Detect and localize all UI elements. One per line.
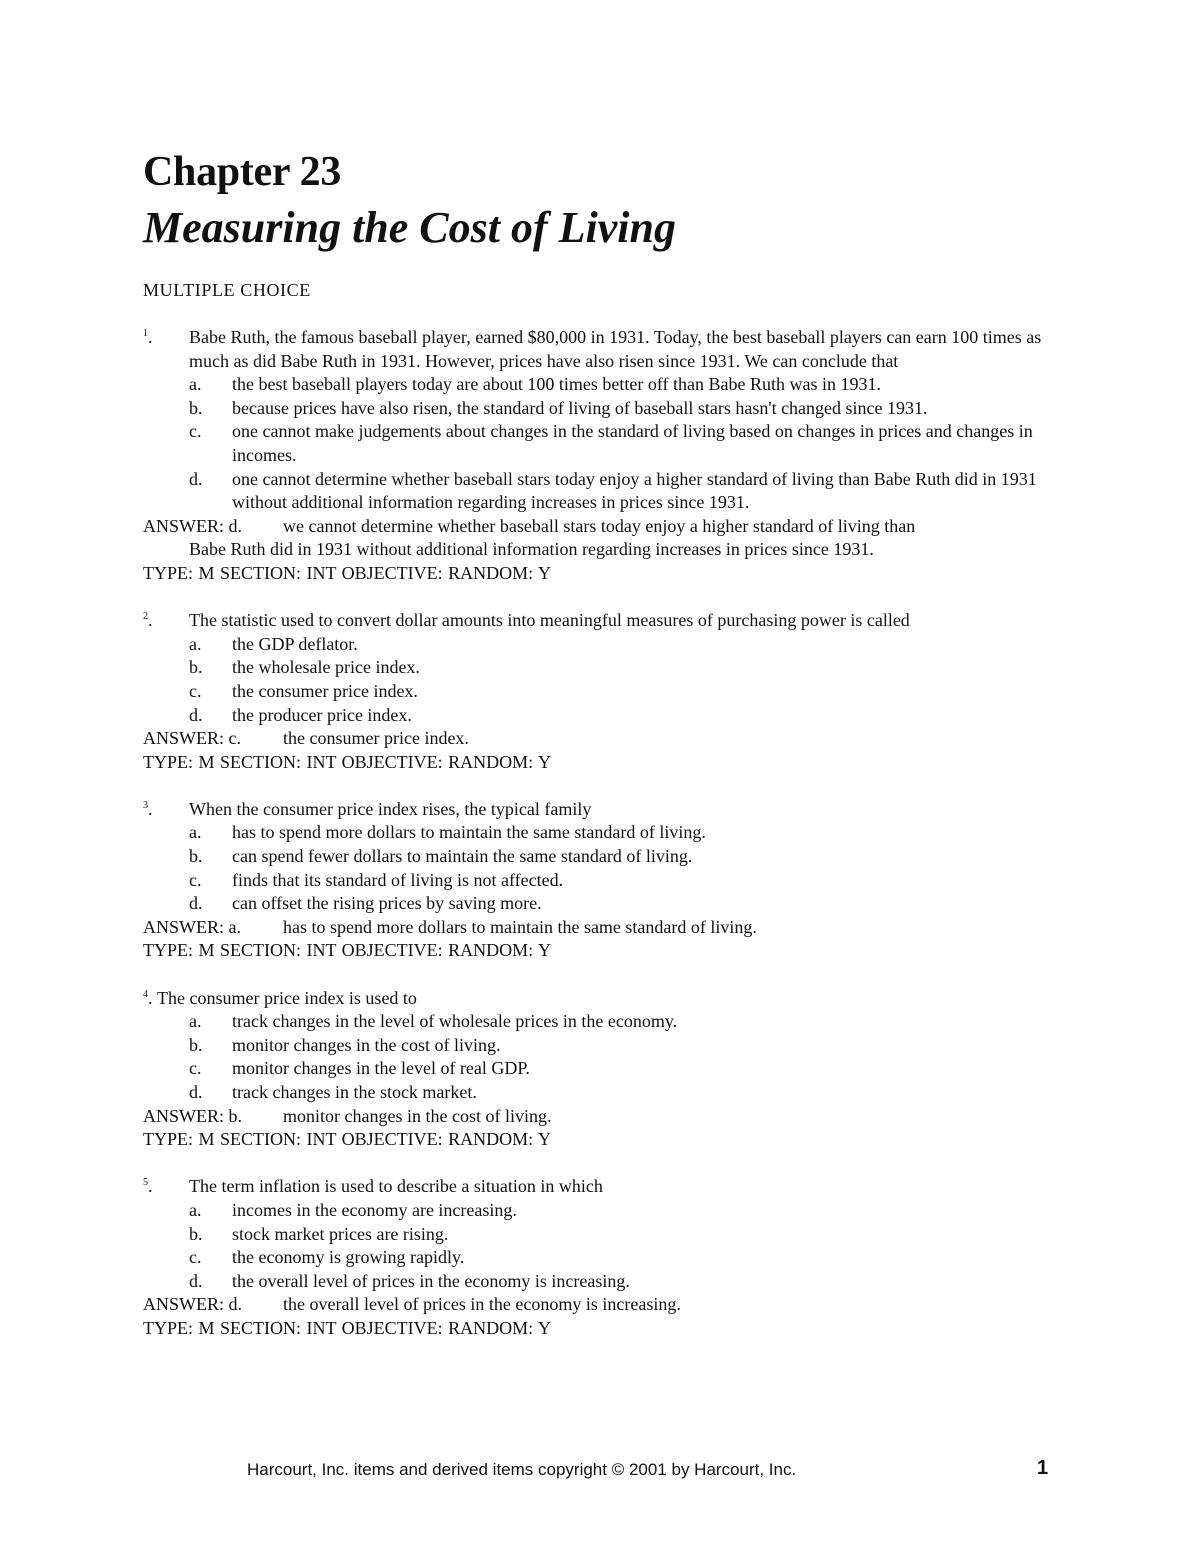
answer-line bbox=[143, 515, 1063, 562]
answer-line bbox=[143, 916, 1063, 940]
question-stem: When the consumer price index rises, the typical family bbox=[189, 798, 592, 819]
question-number: $^2$. bbox=[143, 610, 153, 631]
answer-label: ANSWER: c. bbox=[143, 728, 241, 749]
option-d: d. can offset the rising prices by saving more. bbox=[189, 893, 542, 914]
option-b: b. can spend fewer dollars to maintain the same standard of living. bbox=[189, 846, 693, 867]
question-stem: The statistic used to convert dollar amounts into meaningful measures of purchasing power is called bbox=[189, 610, 910, 631]
answer-label: ANSWER: b. bbox=[143, 1105, 242, 1126]
question-3 bbox=[143, 798, 1063, 963]
question-number: $^3$. bbox=[143, 798, 153, 819]
page-number: 1 bbox=[1037, 1457, 1049, 1479]
question-number: $^4$. bbox=[143, 987, 157, 1008]
answer-text: we cannot determine whether baseball stars today enjoy a higher standard of living than bbox=[283, 515, 916, 536]
option-a: a. incomes in the economy are increasing. bbox=[189, 1199, 517, 1220]
question-stem: Babe Ruth, the famous baseball player, earned $80,000 in 1931. Today, the best baseball players can earn 100 times as much as did Babe Ruth in 1931. However, prices have also risen since 1931. We can conclude that bbox=[189, 327, 1042, 371]
question-meta: TYPE: M SECTION: INT OBJECTIVE: RANDOM: Y bbox=[143, 1317, 552, 1338]
question-number: $^5$. bbox=[143, 1176, 153, 1197]
option-d: d. the producer price index. bbox=[189, 704, 412, 725]
question-meta: TYPE: M SECTION: INT OBJECTIVE: RANDOM: Y bbox=[143, 562, 552, 583]
question-list bbox=[143, 326, 1063, 1364]
chapter-title: Measuring the Cost of Living bbox=[143, 203, 676, 252]
section-heading: MULTIPLE CHOICE bbox=[143, 280, 311, 300]
question-meta: TYPE: M SECTION: INT OBJECTIVE: RANDOM: Y bbox=[143, 751, 552, 772]
option-d: d. track changes in the stock market. bbox=[189, 1082, 477, 1102]
option-a: a. has to spend more dollars to maintain the same standard of living. bbox=[189, 822, 706, 843]
answer-text-continued: Babe Ruth did in 1931 without additional information regarding increases in prices since 1931. bbox=[189, 539, 874, 560]
question-meta: TYPE: M SECTION: INT OBJECTIVE: RANDOM: Y bbox=[143, 1129, 552, 1150]
answer-label: ANSWER: d. bbox=[143, 1294, 242, 1315]
question-number: $^1$. bbox=[143, 327, 153, 347]
question-4 bbox=[143, 987, 1063, 1152]
question-stem: The consumer price index is used to bbox=[157, 987, 417, 1008]
answer-text: has to spend more dollars to maintain the same standard of living. bbox=[283, 916, 757, 937]
answer-text: the overall level of prices in the economy is increasing. bbox=[283, 1294, 681, 1315]
option-c: c. finds that its standard of living is not affected. bbox=[189, 869, 564, 890]
answer-line bbox=[143, 1293, 1063, 1317]
option-b: b. stock market prices are rising. bbox=[189, 1223, 449, 1244]
answer-text: the consumer price index. bbox=[283, 728, 469, 749]
answer-line bbox=[143, 727, 1063, 751]
answer-label: ANSWER: a. bbox=[143, 916, 241, 937]
option-c: c. the economy is growing rapidly. bbox=[189, 1247, 465, 1268]
question-2 bbox=[143, 609, 1063, 774]
question-5 bbox=[143, 1175, 1063, 1340]
answer-line bbox=[143, 1105, 1063, 1129]
chapter-heading: Chapter 23 bbox=[143, 149, 342, 195]
option-a: a. the GDP deflator. bbox=[189, 633, 358, 654]
question-meta: TYPE: M SECTION: INT OBJECTIVE: RANDOM: Y bbox=[143, 940, 552, 961]
question-1 bbox=[143, 326, 1063, 586]
option-d: d. the overall level of prices in the economy is increasing. bbox=[189, 1270, 630, 1291]
answer-label: ANSWER: d. bbox=[143, 515, 242, 536]
option-c: c. monitor changes in the level of real GDP. bbox=[189, 1058, 530, 1079]
answer-text: monitor changes in the cost of living. bbox=[283, 1105, 552, 1126]
question-stem: The term inflation is used to describe a situation in which bbox=[189, 1176, 603, 1197]
copyright-notice: Harcourt, Inc. items and derived items copyright © 2001 by Harcourt, Inc. bbox=[247, 1460, 797, 1479]
option-a: a. the best baseball players today are about 100 times better off than Babe Ruth was in 1931. bbox=[189, 374, 882, 395]
option-a: a. track changes in the level of wholesale prices in the economy. bbox=[189, 1011, 678, 1032]
option-c: c. the consumer price index. bbox=[189, 680, 418, 701]
option-b: b. monitor changes in the cost of living. bbox=[189, 1034, 501, 1055]
option-c: c. one cannot make judgements about changes in the standard of living based on changes in prices and changes in incomes. bbox=[189, 421, 1033, 465]
option-d: d. one cannot determine whether baseball stars today enjoy a higher standard of living than Babe Ruth did in 1931 without additional information regarding increases in prices since 1931. bbox=[189, 468, 1037, 513]
option-b: b. because prices have also risen, the standard of living of baseball stars hasn't changed since 1931. bbox=[189, 397, 928, 418]
option-b: b. the wholesale price index. bbox=[189, 657, 420, 678]
